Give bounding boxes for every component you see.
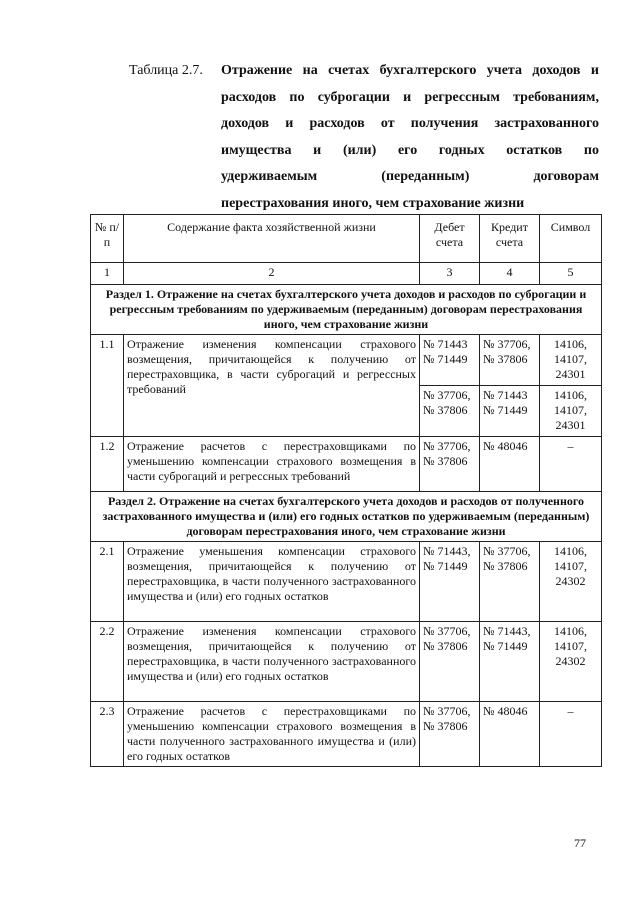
row-number: 2.3	[91, 702, 124, 767]
caption-line-3	[221, 111, 599, 138]
row-symbol: –	[540, 702, 602, 767]
caption-line-2	[221, 85, 599, 112]
caption-word: доходов	[532, 63, 581, 78]
caption-word: расходов	[309, 116, 365, 131]
row-debit: № 37706, № 37806	[420, 622, 480, 702]
row-symbol: 14106, 14107, 24301	[540, 335, 602, 386]
caption-word: доходов	[221, 116, 270, 131]
caption-word: по	[289, 89, 305, 105]
row-debit: № 71443, № 71449	[420, 542, 480, 622]
caption-word: и	[313, 142, 322, 158]
row-symbol: 14106, 14107, 24302	[540, 622, 602, 702]
table-row	[91, 702, 602, 767]
caption-line-5	[221, 164, 599, 191]
caption-word: расходов	[221, 89, 277, 105]
caption-word: и	[403, 89, 412, 105]
column-number-row	[91, 263, 602, 285]
header-content: Содержание факта хозяйственной жизни	[124, 215, 420, 263]
caption-word: имущества	[221, 142, 292, 158]
caption-line-4	[221, 138, 599, 165]
row-number: 2.1	[91, 542, 124, 622]
row-credit: № 37706, № 37806	[480, 335, 540, 386]
col-number: 2	[124, 263, 420, 285]
row-debit: № 37706, № 37806	[420, 437, 480, 492]
row-debit: № 37706, № 37806	[420, 702, 480, 767]
row-debit: № 37706, № 37806	[420, 386, 480, 437]
col-number: 1	[91, 263, 124, 285]
caption-word: и	[590, 63, 599, 78]
caption-word: остатков	[506, 142, 563, 158]
caption-word: регрессным	[424, 89, 500, 105]
row-content: Отражение расчетов с перестраховщиками по уменьшению компенсации страхового возмещения в части суброгаций и регрессных требований	[124, 437, 420, 492]
caption-word: требованиям,	[513, 89, 599, 105]
col-number: 5	[540, 263, 602, 285]
row-credit: № 48046	[480, 437, 540, 492]
caption-word: получения	[410, 116, 479, 131]
header-symbol: Символ	[540, 215, 602, 263]
caption-word: и	[285, 116, 294, 131]
caption-word: договорам	[533, 169, 599, 184]
caption-label: Таблица 2.7.	[129, 63, 203, 78]
caption-line-6: перестрахования иного, чем страхование жизни	[221, 195, 525, 211]
row-content: Отражение расчетов с перестраховщиками по уменьшению компенсации страхового возмещения в части полученного застрахованного имущества и (или) его годных остатков	[124, 702, 420, 767]
header-num: № п/п	[91, 215, 124, 263]
section-1-title: Раздел 1. Отражение на счетах бухгалтерского учета доходов и расходов по суброгации и регрессным требованиям по удерживаемым (переданным) договорам перестрахования иного, чем страхование жизни	[91, 285, 602, 335]
header-credit: Кредит счета	[480, 215, 540, 263]
caption-word: учета	[486, 63, 522, 78]
row-credit: № 71443 № 71449	[480, 386, 540, 437]
row-debit: № 71443 № 71449	[420, 335, 480, 386]
caption-word: застрахованного	[494, 116, 599, 131]
row-number: 1.1	[91, 335, 124, 437]
table-row	[91, 335, 602, 386]
row-credit: № 71443, № 71449	[480, 622, 540, 702]
caption-word: его	[397, 142, 418, 158]
section-row	[91, 492, 602, 542]
caption-word: счетах	[328, 63, 370, 78]
caption-line-1	[221, 58, 599, 85]
row-credit: № 37706, № 37806	[480, 542, 540, 622]
caption-word: на	[302, 63, 318, 78]
caption-word: (переданным)	[381, 169, 470, 184]
caption-word: (или)	[342, 142, 377, 158]
caption-word: Отражение	[221, 63, 293, 78]
table-header-row	[91, 215, 602, 263]
caption-word: бухгалтерского	[379, 63, 477, 78]
page-number: 77	[574, 836, 586, 850]
table-row	[91, 542, 602, 622]
section-row	[91, 285, 602, 335]
row-content: Отражение изменения компенсации страхового возмещения, причитающейся к получению от перестраховщика, в части суброгаций и регрессных требований	[124, 335, 420, 437]
caption-word: удерживаемым	[221, 169, 318, 184]
table-row	[91, 622, 602, 702]
col-number: 4	[480, 263, 540, 285]
row-number: 1.2	[91, 437, 124, 492]
row-symbol: –	[540, 437, 602, 492]
accounting-table	[90, 214, 602, 767]
section-2-title: Раздел 2. Отражение на счетах бухгалтерского учета доходов и расходов от полученного застрахованного имущества и (или) его годных остатков по удерживаемым (переданным) договорам перестрахования иного, чем страхование жизни	[91, 492, 602, 542]
caption-word: по	[583, 142, 599, 158]
row-content: Отражение изменения компенсации страхового возмещения, причитающейся к получению от перестраховщика, в части полученного застрахованного имущества и (или) его годных остатков	[124, 622, 420, 702]
row-content: Отражение уменьшения компенсации страхового возмещения, причитающейся к получению от перестраховщика, в части полученного застрахованного имущества и (или) его годных остатков	[124, 542, 420, 622]
caption-word: от	[380, 116, 395, 131]
header-debit: Дебет счета	[420, 215, 480, 263]
caption-word: годных	[438, 142, 485, 158]
table-caption	[129, 58, 599, 217]
row-symbol: 14106, 14107, 24302	[540, 542, 602, 622]
caption-word: суброгации	[317, 89, 390, 105]
table-row	[91, 437, 602, 492]
row-number: 2.2	[91, 622, 124, 702]
row-credit: № 48046	[480, 702, 540, 767]
col-number: 3	[420, 263, 480, 285]
row-symbol: 14106, 14107, 24301	[540, 386, 602, 437]
